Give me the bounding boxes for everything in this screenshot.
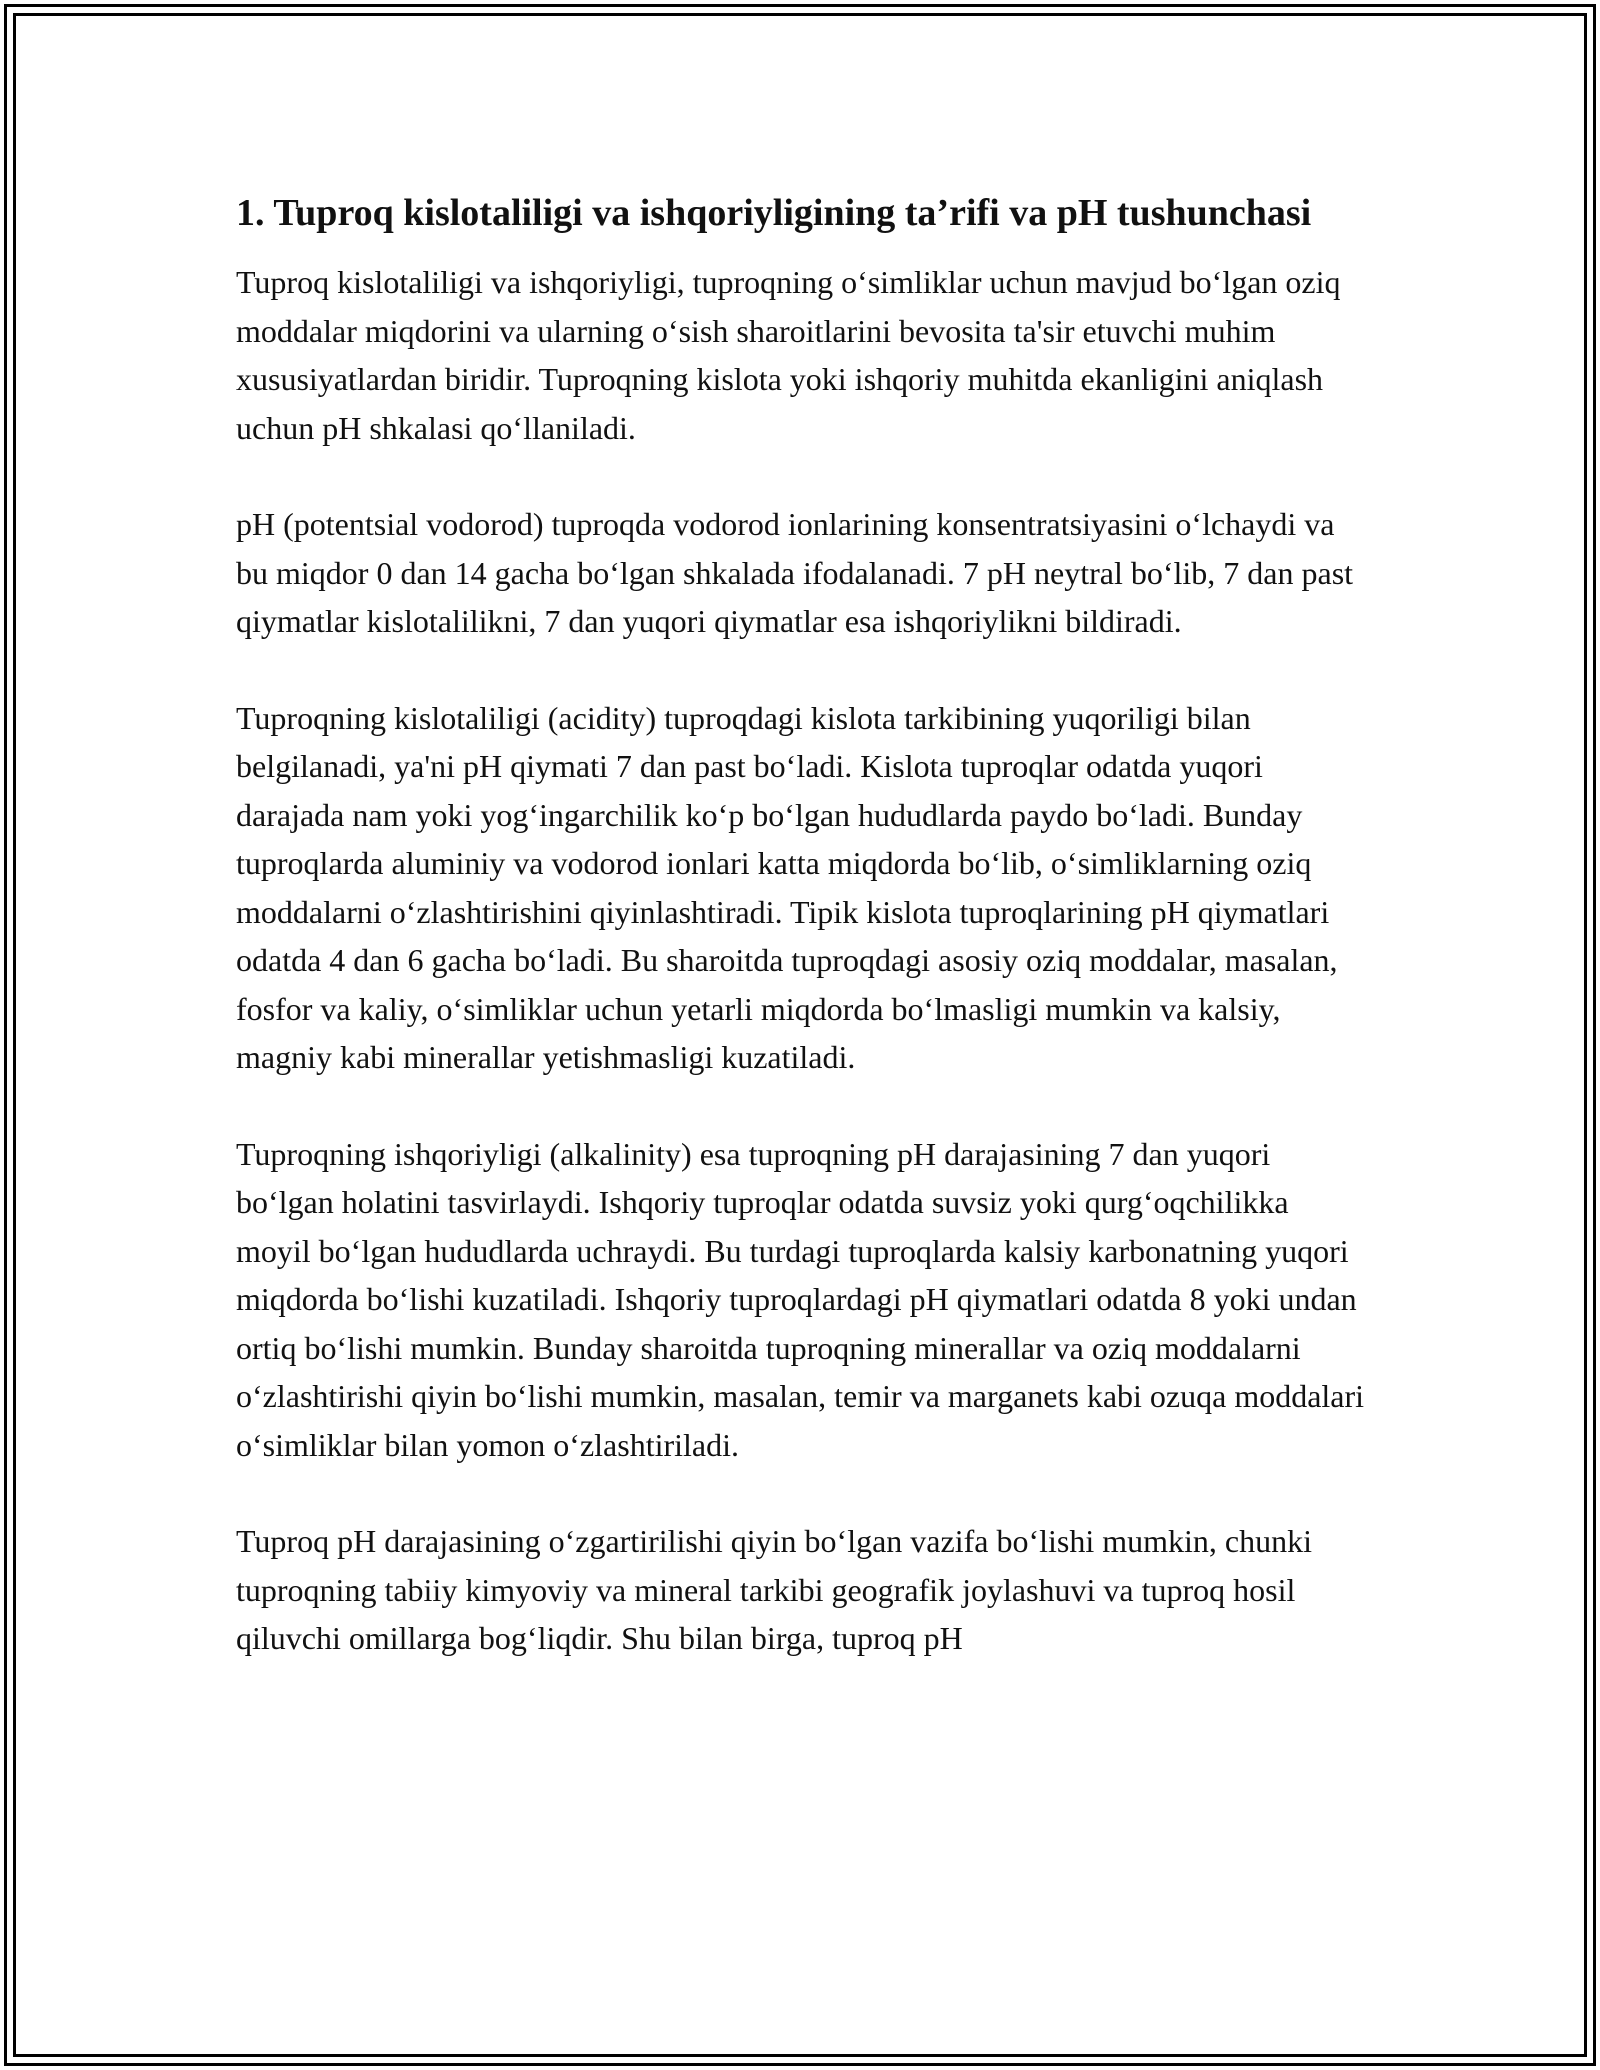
paragraph-acidity: Tuproqning kislotaliligi (acidity) tuproqdagi kislota tarkibining yuqoriligi bilan belgilanadi, ya'ni pH qiymati 7 dan past bo‘ladi. Kislota tuproqlar odatda yuqori darajada nam yoki yog‘ingarchilik ko‘p bo‘lgan hududlarda paydo bo‘ladi. Bunday tuproqlarda aluminiy va vodorod ionlari katta miqdorda bo‘lib, o‘simliklarning oziq moddalarni o‘zlashtirishini qiyinlashtiradi. Tipik kislota tuproqlarining pH qiymatlari odatda 4 dan 6 gacha bo‘ladi. Bu sharoitda tuproqdagi asosiy oziq moddalar, masalan, fosfor va kaliy, o‘simliklar uchun yetarli miqdorda bo‘lmasligi mumkin va kalsiy, magniy kabi minerallar yetishmasligi kuzatiladi. [236, 699, 1338, 1075]
paragraph-intro: Tuproq kislotaliligi va ishqoriyligi, tuproqning o‘simliklar uchun mavjud bo‘lgan oziq moddalar miqdorini va ularning o‘sish sharoitlarini bevosita ta'sir etuvchi muhim xususiyatlardan biridir. Tuproqning kislota yoki ishqoriy muhitda ekanligini aniqlash uchun pH shkalasi qo‘llaniladi. [236, 264, 1341, 446]
section-heading: 1. Tuproq kislotaliligi va ishqoriyligining ta’rifi va pH tushunchasi [236, 192, 1312, 234]
document-body [236, 186, 1366, 1711]
paragraph-ph-change: Tuproq pH darajasining o‘zgartirilishi qiyin bo‘lgan vazifa bo‘lishi mumkin, chunki tuproqning tabiiy kimyoviy va mineral tarkibi geografik joylashuvi va tuproq hosil qiluvchi omillarga bog‘liqdir. Shu bilan birga, tuproq pH [236, 1523, 1312, 1656]
paragraph-ph-definition: pH (potentsial vodorod) tuproqda vodorod ionlarining konsentratsiyasini o‘lchaydi va bu miqdor 0 dan 14 gacha bo‘lgan shkalada ifodalanadi. 7 pH neytral bo‘lib, 7 dan past qiymatlar kislotalilikni, 7 dan yuqori qiymatlar esa ishqoriylikni bildiradi. [236, 506, 1354, 639]
paragraph-alkalinity: Tuproqning ishqoriyligi (alkalinity) esa tuproqning pH darajasining 7 dan yuqori bo‘lgan holatini tasvirlaydi. Ishqoriy tuproqlar odatda suvsiz yoki qurg‘oqchilikka moyil bo‘lgan hududlarda uchraydi. Bu turdagi tuproqlarda kalsiy karbonatning yuqori miqdorda bo‘lishi kuzatiladi. Ishqoriy tuproqlardagi pH qiymatlari odatda 8 yoki undan ortiq bo‘lishi mumkin. Bunday sharoitda tuproqning minerallar va oziq moddalarni o‘zlashtirishi qiyin bo‘lishi mumkin, masalan, temir va marganets kabi ozuqa moddalari o‘simliklar bilan yomon o‘zlashtiriladi. [236, 1135, 1365, 1463]
